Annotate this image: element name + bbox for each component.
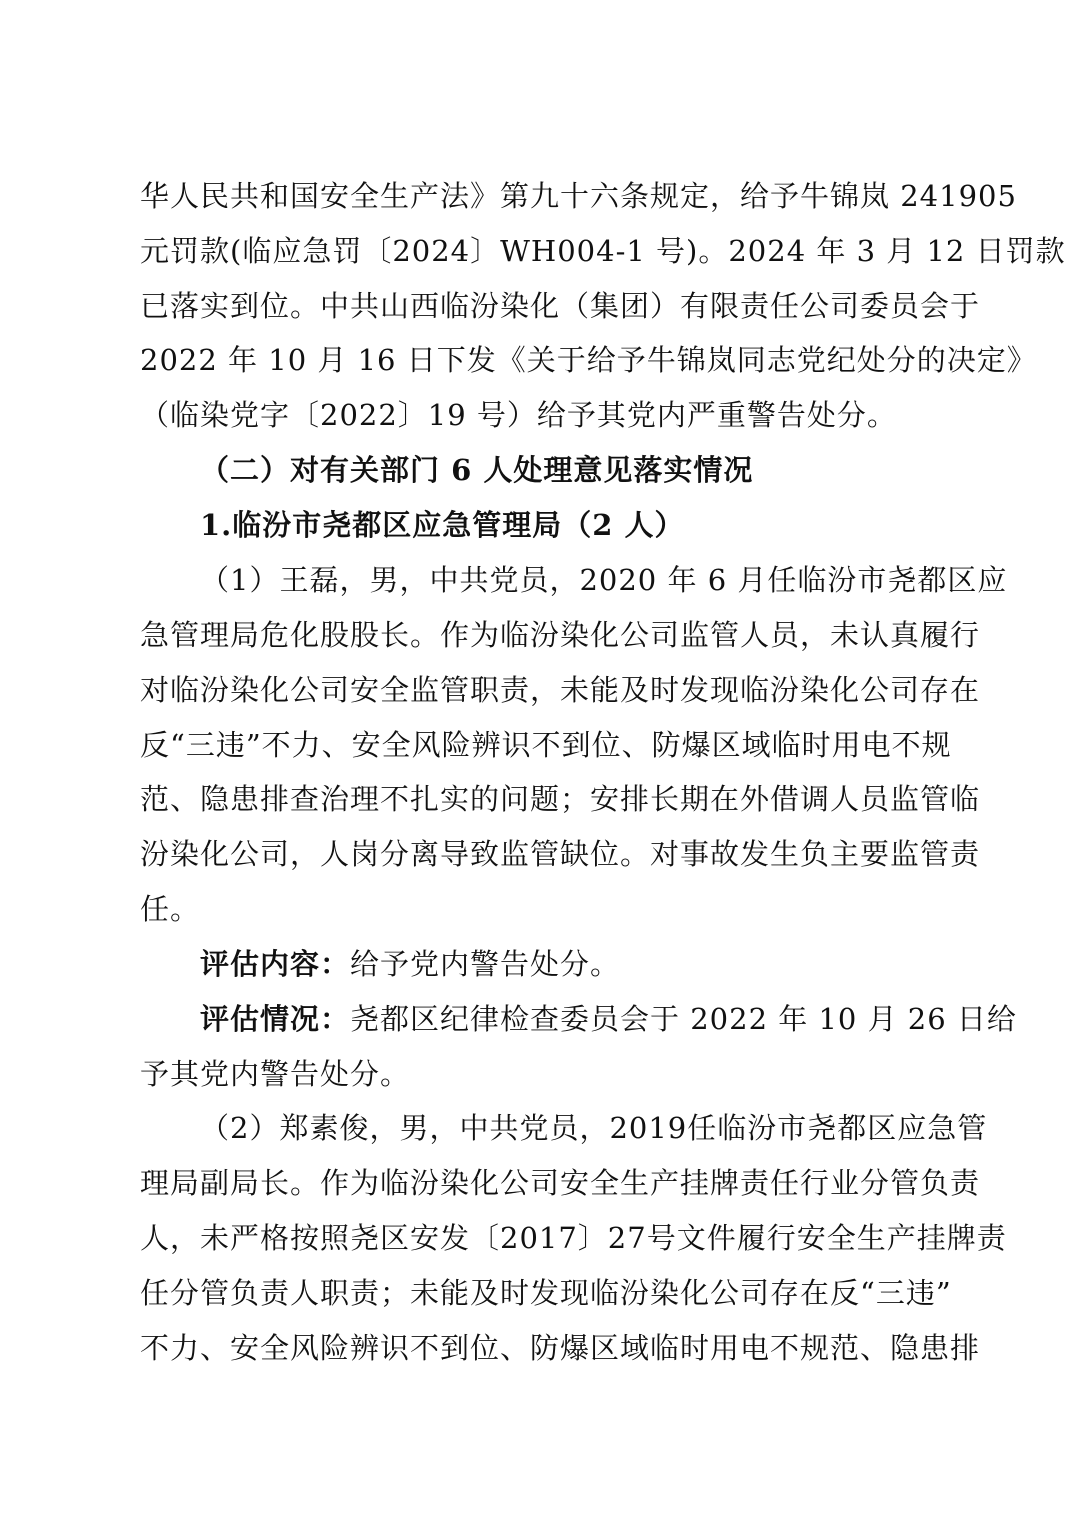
paragraph-line: 理局副局长。作为临汾染化公司安全生产挂牌责任行业分管负责 [140, 1166, 981, 1200]
paragraph-line: 汾染化公司，人岗分离导致监管缺位。对事故发生负主要监管责 [140, 837, 981, 871]
assessment-content-label: 评估内容： [200, 947, 351, 981]
paragraph-line: 任。 [140, 892, 201, 926]
paragraph-line: （临染党字〔2022〕19 号）给予其党内严重警告处分。 [140, 398, 897, 432]
paragraph-line: 任分管负责人职责；未能及时发现临汾染化公司存在反“三违” [140, 1276, 952, 1310]
assessment-status-line [200, 1001, 1017, 1037]
paragraph-line: （1）王磊，男，中共党员，2020 年 6 月任临汾市尧都区应 [200, 563, 1008, 597]
paragraph-line: 对临汾染化公司安全监管职责，未能及时发现临汾染化公司存在 [140, 673, 981, 707]
subsection-heading: 1.临汾市尧都区应急管理局（2 人） [200, 508, 685, 542]
paragraph-line: 2022 年 10 月 16 日下发《关于给予牛锦岚同志党纪处分的决定》 [140, 343, 1037, 377]
paragraph-line: 元罚款(临应急罚〔2024〕WH004-1 号)。2024 年 3 月 12 日罚款 [140, 234, 1066, 268]
paragraph-line: （2）郑素俊，男，中共党员，2019任临汾市尧都区应急管 [200, 1111, 988, 1145]
section-heading: （二）对有关部门 6 人处理意见落实情况 [200, 453, 754, 487]
paragraph-line: 反“三违”不力、安全风险辨识不到位、防爆区域临时用电不规 [140, 728, 952, 762]
paragraph-line: 予其党内警告处分。 [140, 1057, 411, 1091]
paragraph-line: 已落实到位。中共山西临汾染化（集团）有限责任公司委员会于 [140, 289, 981, 323]
paragraph-line: 华人民共和国安全生产法》第九十六条规定，给予牛锦岚 241905 [140, 179, 1017, 213]
assessment-status-text: 尧都区纪律检查委员会于 2022 年 10 月 26 日给 [350, 1002, 1017, 1036]
paragraph-line: 范、隐患排查治理不扎实的问题；安排长期在外借调人员监管临 [140, 782, 981, 816]
paragraph-line: 人，未严格按照尧区安发〔2017〕27号文件履行安全生产挂牌责 [140, 1221, 1007, 1255]
paragraph-line: 急管理局危化股股长。作为临汾染化公司监管人员，未认真履行 [140, 618, 981, 652]
assessment-content-text: 给予党内警告处分。 [350, 947, 621, 981]
assessment-content-line [200, 946, 940, 982]
assessment-status-label: 评估情况： [200, 1002, 351, 1036]
paragraph-line: 不力、安全风险辨识不到位、防爆区域临时用电不规范、隐患排 [140, 1331, 981, 1365]
